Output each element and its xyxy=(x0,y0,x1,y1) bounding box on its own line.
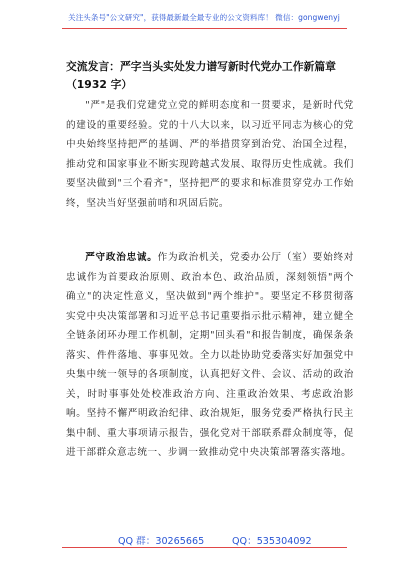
header-divider xyxy=(62,28,347,29)
qq-group-number: QQ 群：30265665 xyxy=(118,536,205,547)
paragraph-2-lead: 严守政治忠诚。 xyxy=(85,252,158,263)
paragraph-2-body: 作为政治机关，党委办公厅（室）要始终对忠诚作为首要政治原则、政治本色、政治品质，深刻领悟"两个确立"的决定性意义，坚决做到"两个维护"。要坚定不移贯彻落实党中央决策部署和习近平总书记重要指示批示精神，建立健全全链条闭环办理工作机制，定期"回头看"和报告制度，确保条条落实、件件落地、事事见效。全力以赴协助党委落实好加强党中央集中统一领导的各项制度，认真把好文件、会议、活动的政治关，时时事事处处校准政治方向、注重政治效果、考虑政治影响。坚持不懈严明政治纪律、政治规矩，服务党委严格执行民主集中制、重大事项请示报告，强化党对干部联系群众制度等，促进干部群众意志统一、步调一致推动党中央决策部署落实落地。 xyxy=(66,252,355,458)
paragraph-1: "严"是我们党建党立党的鲜明态度和一贯要求，是新时代党的建设的重要经验。党的十八大以来，以习近平同志为核心的党中央始终坚持把严的基调、严的举措贯穿到治党、治国全过程，推动党和国家事业不断实现跨越式发展、取得历史性成就。我们要坚决做到"三个看齐"，坚持把严的要求和标准贯穿党办工作始终，坚决当好坚强前哨和巩固后院。 xyxy=(66,100,354,209)
header-banner: 关注头条号"公文研究"，获得最新最全最专业的公文资料库！ 微信：gongwenyj xyxy=(68,13,340,22)
footer-divider xyxy=(62,547,347,548)
article-title: 交流发言：严字当头实处发力谱写新时代党办工作新篇章 xyxy=(66,60,336,73)
paragraph-2 xyxy=(66,248,354,463)
qq-number: QQ：535304092 xyxy=(232,536,312,547)
word-count: （1932 字） xyxy=(66,78,133,91)
